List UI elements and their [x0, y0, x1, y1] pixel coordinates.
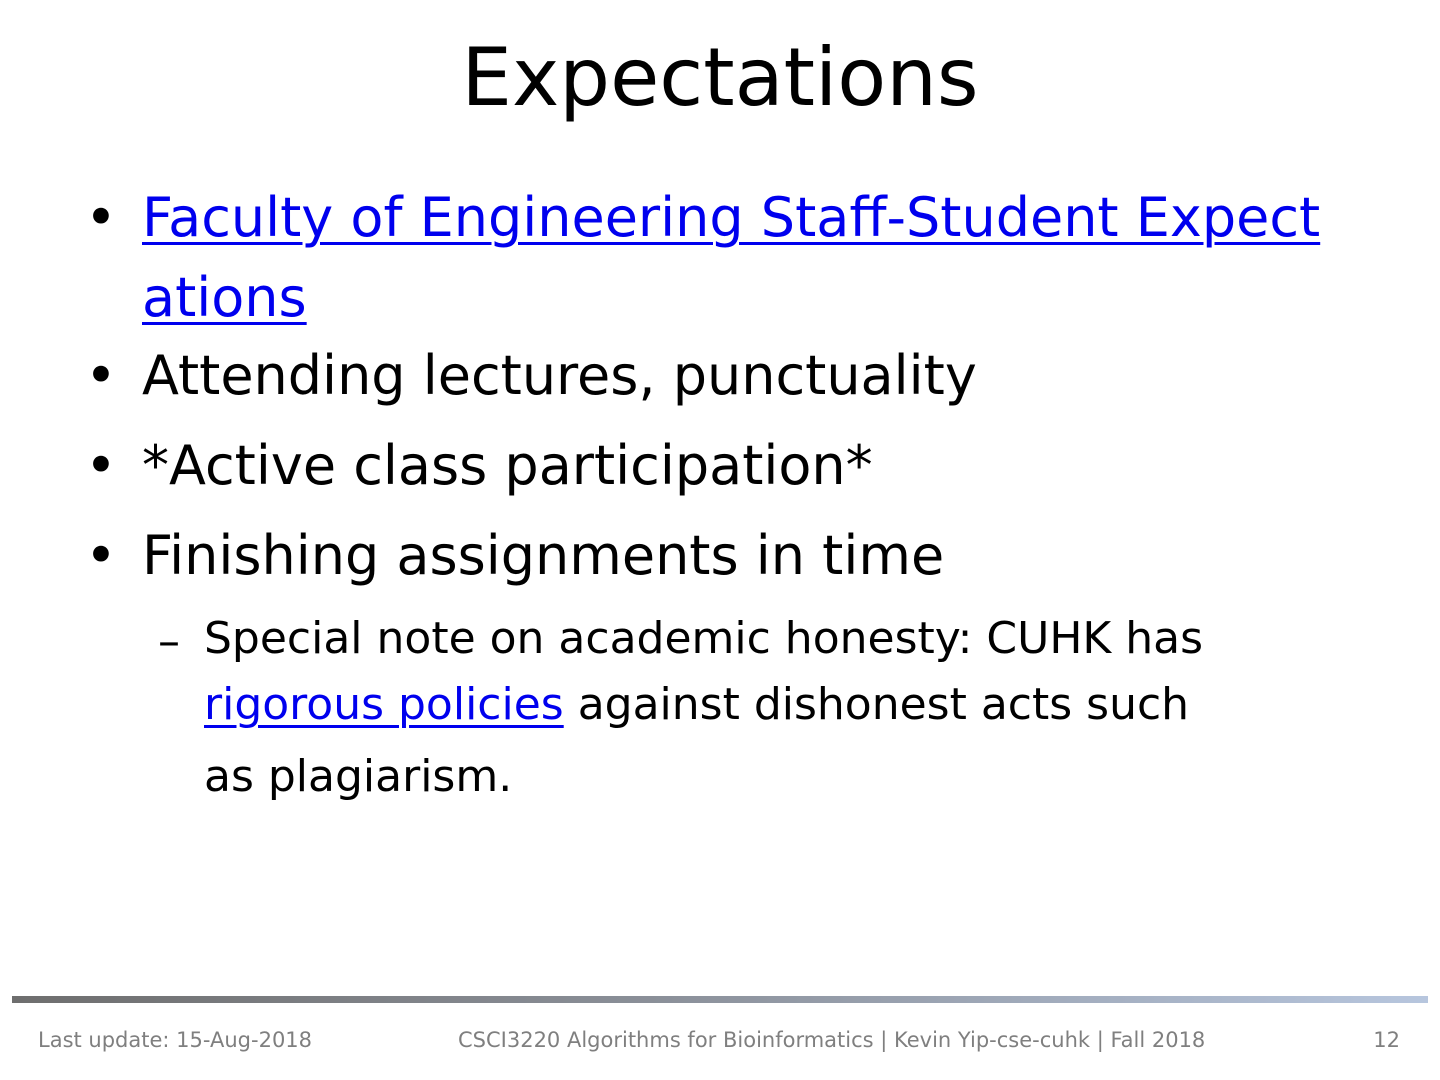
rigorous-policies-link[interactable]: rigorous policies [204, 679, 564, 730]
bullet-item-faculty-link-cont [142, 258, 1372, 338]
sub-bullet-marker: – [158, 616, 180, 667]
bullet-marker: • [85, 434, 117, 497]
bullet-item-attending: Attending lectures, punctuality [142, 344, 977, 407]
slide-number: 12 [1373, 1028, 1400, 1052]
sub-bullet-line3: as plagiarism. [204, 751, 513, 802]
footer-course-info: CSCI3220 Algorithms for Bioinformatics | Kevin Yip-cse-cuhk | Fall 2018 [458, 1028, 1206, 1052]
bullet-marker: • [85, 524, 117, 587]
faculty-expectations-link[interactable] [142, 186, 1320, 249]
bullet-marker: • [85, 344, 117, 407]
sub-bullet-line2-text: against dishonest acts such [563, 679, 1190, 730]
sub-bullet-line2 [204, 672, 1189, 738]
bullet-item-participation: *Active class participation* [142, 434, 873, 497]
faculty-expectations-link-line2: ations [142, 266, 307, 329]
footer-last-update: Last update: 15-Aug-2018 [38, 1028, 313, 1052]
sub-bullet-line1: Special note on academic honesty: CUHK has [204, 613, 1204, 664]
bullet-item-faculty-link [142, 178, 1372, 258]
slide-title: Expectations [461, 31, 979, 124]
faculty-expectations-link-line1: Faculty of Engineering Staff-Student Expect [142, 186, 1321, 249]
bullet-item-assignments: Finishing assignments in time [142, 524, 945, 587]
faculty-expectations-link-continued[interactable] [142, 266, 307, 329]
bullet-marker: • [85, 186, 117, 249]
footer-divider [12, 996, 1428, 1003]
